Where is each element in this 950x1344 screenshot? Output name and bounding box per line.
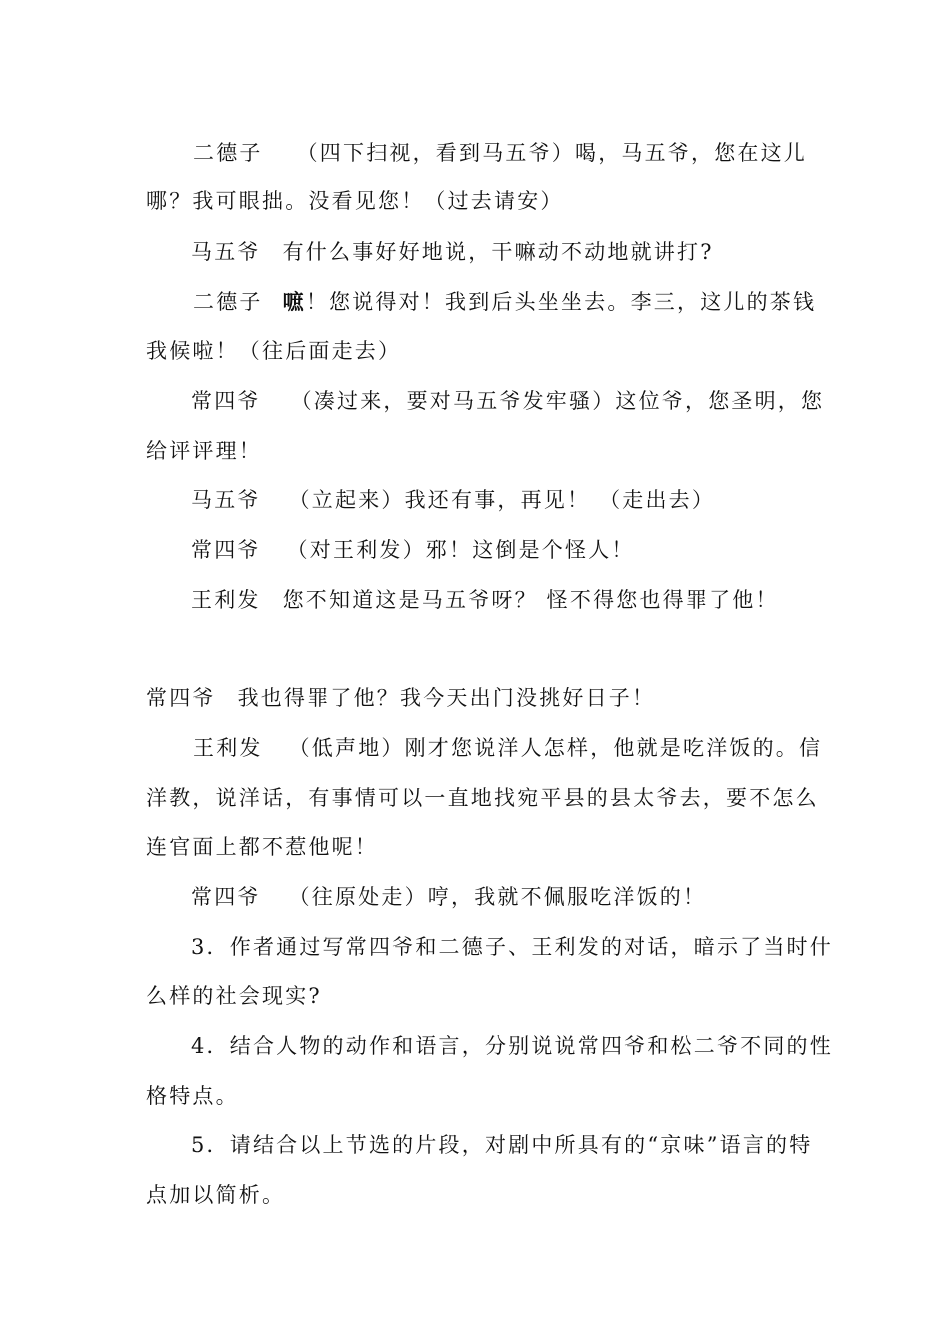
stage-line-text: 我也得罪了他？我今天出门没挑好日子！ [237, 686, 656, 710]
speaker-name: 常四爷 [191, 885, 261, 909]
speaker-name: 二德子 [193, 141, 263, 165]
dialogue-continuation: 洋教，说洋话，有事情可以一直地找宛平县的县太爷去，要不怎么 [146, 786, 819, 810]
dialogue-continuation: 我候啦！（往后面走去） [146, 339, 402, 363]
stage-line-text: （对王利发）邪！这倒是个怪人！ [286, 538, 635, 562]
question-5: 5．请结合以上节选的片段，对剧中所具有的“京味”语言的特 [191, 1133, 813, 1157]
question-4-continuation: 格特点。 [146, 1084, 239, 1108]
stage-line-text: ！您说得对！我到后头坐坐去。李三，这儿的茶钱 [305, 290, 817, 314]
dialogue-line [191, 486, 715, 514]
dialogue-line [193, 288, 816, 316]
dialogue-line [193, 139, 807, 167]
dialogue-continuation: 哪？我可眼拙。没看见您！（过去请安） [146, 189, 564, 213]
stage-line-text: （凑过来，要对马五爷发牢骚）这位爷，您圣明，您 [290, 389, 825, 413]
speaker-name: 王利发 [191, 588, 261, 612]
dialogue-line [191, 238, 714, 266]
speaker-name: 常四爷 [191, 538, 261, 562]
speaker-name: 常四爷 [191, 389, 261, 413]
question-3-continuation: 么样的社会现实? [146, 984, 322, 1008]
stage-line-text: （往原处走）哼，我就不佩服吃洋饭的！ [288, 885, 707, 909]
speaker-name: 马五爷 [191, 240, 261, 264]
dialogue-line [191, 883, 706, 911]
stage-line-text: （四下扫视，看到马五爷）喝，马五爷，您在这儿 [296, 141, 808, 165]
dialogue-line [191, 387, 824, 415]
dialogue-line [146, 684, 655, 712]
question-5-continuation: 点加以简析。 [146, 1183, 286, 1207]
question-4: 4．结合人物的动作和语言，分别说说常四爷和松二爷不同的性 [191, 1034, 833, 1058]
speaker-name: 马五爷 [191, 488, 261, 512]
dialogue-line [191, 536, 635, 564]
dialogue-line [193, 734, 822, 762]
question-3: 3．作者通过写常四爷和二德子、王利发的对话，暗示了当时什 [191, 935, 833, 959]
stage-line-text: 有什么事好好地说，干嘛动不动地就讲打? [282, 240, 714, 264]
dialogue-line [191, 586, 779, 614]
speaker-name: 二德子 [193, 290, 263, 314]
interjection-word: 嗻 [282, 289, 306, 314]
stage-line-text: 您不知道这是马五爷呀？ 怪不得您也得罪了他！ [282, 588, 779, 612]
speaker-name: 常四爷 [146, 686, 216, 710]
dialogue-continuation: 给评评理！ [146, 439, 262, 463]
stage-line-text: （立起来）我还有事，再见！ （走出去） [288, 488, 716, 512]
stage-line-text: （低声地）刚才您说洋人怎样，他就是吃洋饭的。信 [288, 736, 823, 760]
speaker-name: 王利发 [193, 736, 263, 760]
dialogue-continuation: 连官面上都不惹他呢！ [146, 835, 378, 859]
